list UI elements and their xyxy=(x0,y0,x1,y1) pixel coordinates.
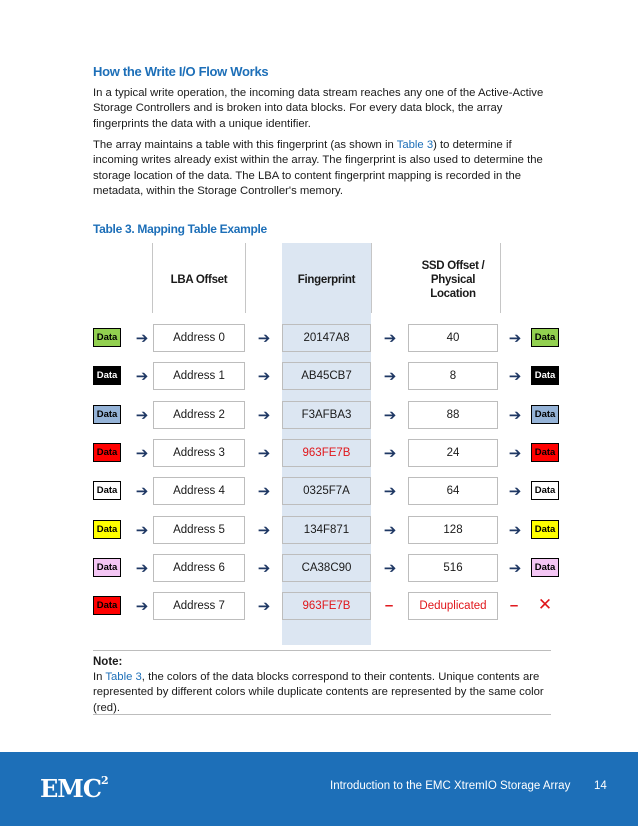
table-row xyxy=(0,362,638,390)
note-top-rule xyxy=(93,650,551,651)
data-block-out: Data xyxy=(531,443,559,462)
header-divider xyxy=(371,243,372,313)
data-block-in: Data xyxy=(93,558,121,577)
data-block-in: Data xyxy=(93,520,121,539)
lba-offset-cell: Address 0 xyxy=(153,324,245,352)
fingerprint-cell: 963FE7B xyxy=(282,592,371,620)
fingerprint-cell: 134F871 xyxy=(282,516,371,544)
lba-offset-cell: Address 6 xyxy=(153,554,245,582)
fingerprint-cell: F3AFBA3 xyxy=(282,401,371,429)
lba-offset-cell: Address 4 xyxy=(153,477,245,505)
arrow-right-icon: ➔ xyxy=(135,521,149,539)
arrow-right-icon: ➔ xyxy=(257,444,271,462)
ssd-location-cell: 88 xyxy=(408,401,498,429)
table-row xyxy=(0,516,638,544)
cross-icon: ✕ xyxy=(537,595,553,615)
arrow-right-icon: ➔ xyxy=(508,368,522,386)
fingerprint-cell: CA38C90 xyxy=(282,554,371,582)
page-footer xyxy=(0,752,638,826)
header-ssd-offset: SSD Offset / Physical Location xyxy=(421,260,485,300)
ssd-location-cell: 128 xyxy=(408,516,498,544)
data-block-out: Data xyxy=(531,328,559,347)
emc-logo xyxy=(40,774,108,803)
table-row xyxy=(0,439,638,467)
data-block-in: Data xyxy=(93,366,121,385)
table-row xyxy=(0,554,638,582)
arrow-right-icon: ➔ xyxy=(508,521,522,539)
data-block-in: Data xyxy=(93,443,121,462)
ssd-location-cell: 516 xyxy=(408,554,498,582)
note-text xyxy=(93,670,551,716)
data-block-out: Data xyxy=(531,405,559,424)
arrow-right-icon: ➔ xyxy=(508,444,522,462)
data-block-in: Data xyxy=(93,596,121,615)
arrow-right-icon: ➔ xyxy=(508,483,522,501)
data-block-out: Data xyxy=(531,558,559,577)
arrow-right-icon: ➔ xyxy=(508,406,522,424)
header-fingerprint: Fingerprint xyxy=(297,274,356,286)
arrow-right-icon: ➔ xyxy=(383,559,397,577)
ssd-location-cell: 8 xyxy=(408,362,498,390)
paragraph-text-before-link: The array maintains a table with this fingerprint (as shown in xyxy=(93,139,397,151)
paragraph-text-after-link: ) to determine if incoming writes already exist within the array. The fingerprint is also used to determine the storage location of the data. The LBA to content fingerprint mapping is recorded in the metadata, within the Storage Controller's memory. xyxy=(93,139,543,197)
lba-offset-cell: Address 3 xyxy=(153,439,245,467)
arrow-right-icon: ➔ xyxy=(383,444,397,462)
arrow-right-icon: ➔ xyxy=(508,559,522,577)
arrow-right-icon: ➔ xyxy=(257,559,271,577)
arrow-right-icon: ➔ xyxy=(383,368,397,386)
dash-icon: – xyxy=(384,596,394,614)
arrow-right-icon: ➔ xyxy=(383,483,397,501)
table-row xyxy=(0,592,638,620)
ssd-location-cell: 24 xyxy=(408,439,498,467)
dash-icon: – xyxy=(509,596,519,614)
section-heading: How the Write I/O Flow Works xyxy=(93,64,269,79)
fingerprint-cell: AB45CB7 xyxy=(282,362,371,390)
arrow-right-icon: ➔ xyxy=(257,330,271,347)
arrow-right-icon: ➔ xyxy=(135,368,149,386)
footer-document-title: Introduction to the EMC XtremIO Storage Array xyxy=(330,780,571,792)
note-bottom-rule xyxy=(93,714,551,715)
ssd-location-cell: 64 xyxy=(408,477,498,505)
logo-superscript: 2 xyxy=(100,774,108,787)
arrow-right-icon: ➔ xyxy=(383,406,397,424)
note-table-3-link[interactable]: Table 3 xyxy=(105,671,142,683)
arrow-right-icon: ➔ xyxy=(135,406,149,424)
arrow-right-icon: ➔ xyxy=(383,330,397,347)
lba-offset-cell: Address 5 xyxy=(153,516,245,544)
data-block-out: Data xyxy=(531,520,559,539)
table-caption: Table 3. Mapping Table Example xyxy=(93,222,267,236)
fingerprint-cell: 0325F7A xyxy=(282,477,371,505)
header-lba-offset: LBA Offset xyxy=(170,274,228,286)
arrow-right-icon: ➔ xyxy=(135,444,149,462)
arrow-right-icon: ➔ xyxy=(257,406,271,424)
data-block-in: Data xyxy=(93,405,121,424)
data-block-in: Data xyxy=(93,481,121,500)
note-text-after-link: , the colors of the data blocks correspond to their contents. Unique contents are represented by different colors while duplicate contents are represented by the same color (red). xyxy=(93,671,544,714)
table-3-link[interactable]: Table 3 xyxy=(396,139,434,151)
fingerprint-cell: 963FE7B xyxy=(282,439,371,467)
arrow-right-icon: ➔ xyxy=(135,483,149,501)
table-row xyxy=(0,477,638,505)
note-title: Note: xyxy=(93,656,123,668)
fingerprint-cell: 20147A8 xyxy=(282,324,371,352)
note-text-before-link: In xyxy=(93,671,106,683)
arrow-right-icon: ➔ xyxy=(135,598,149,616)
ssd-location-cell: 40 xyxy=(408,324,498,352)
paragraph-write-operation: In a typical write operation, the incoming data stream reaches any one of the Active-Active Storage Controllers and is broken into data blocks. For every data block, the array fingerprints the data with a unique identifier. xyxy=(93,87,544,130)
arrow-right-icon: ➔ xyxy=(508,330,522,347)
table-row xyxy=(0,401,638,429)
data-block-out: Data xyxy=(531,366,559,385)
header-divider xyxy=(500,243,501,313)
arrow-right-icon: ➔ xyxy=(135,559,149,577)
header-divider xyxy=(245,243,246,313)
arrow-right-icon: ➔ xyxy=(257,483,271,501)
arrow-right-icon: ➔ xyxy=(383,521,397,539)
data-block-in: Data xyxy=(93,328,121,347)
arrow-right-icon: ➔ xyxy=(135,330,149,347)
arrow-right-icon: ➔ xyxy=(257,368,271,386)
lba-offset-cell: Address 7 xyxy=(153,592,245,620)
data-block-out: Data xyxy=(531,481,559,500)
page-number: 14 xyxy=(594,780,607,792)
arrow-right-icon: ➔ xyxy=(257,598,271,616)
lba-offset-cell: Address 2 xyxy=(153,401,245,429)
arrow-right-icon: ➔ xyxy=(257,521,271,539)
lba-offset-cell: Address 1 xyxy=(153,362,245,390)
ssd-location-cell: Deduplicated xyxy=(408,592,498,620)
paragraph-fingerprint-table xyxy=(93,138,553,199)
logo-text: EMC xyxy=(40,774,101,803)
table-row xyxy=(0,324,638,352)
